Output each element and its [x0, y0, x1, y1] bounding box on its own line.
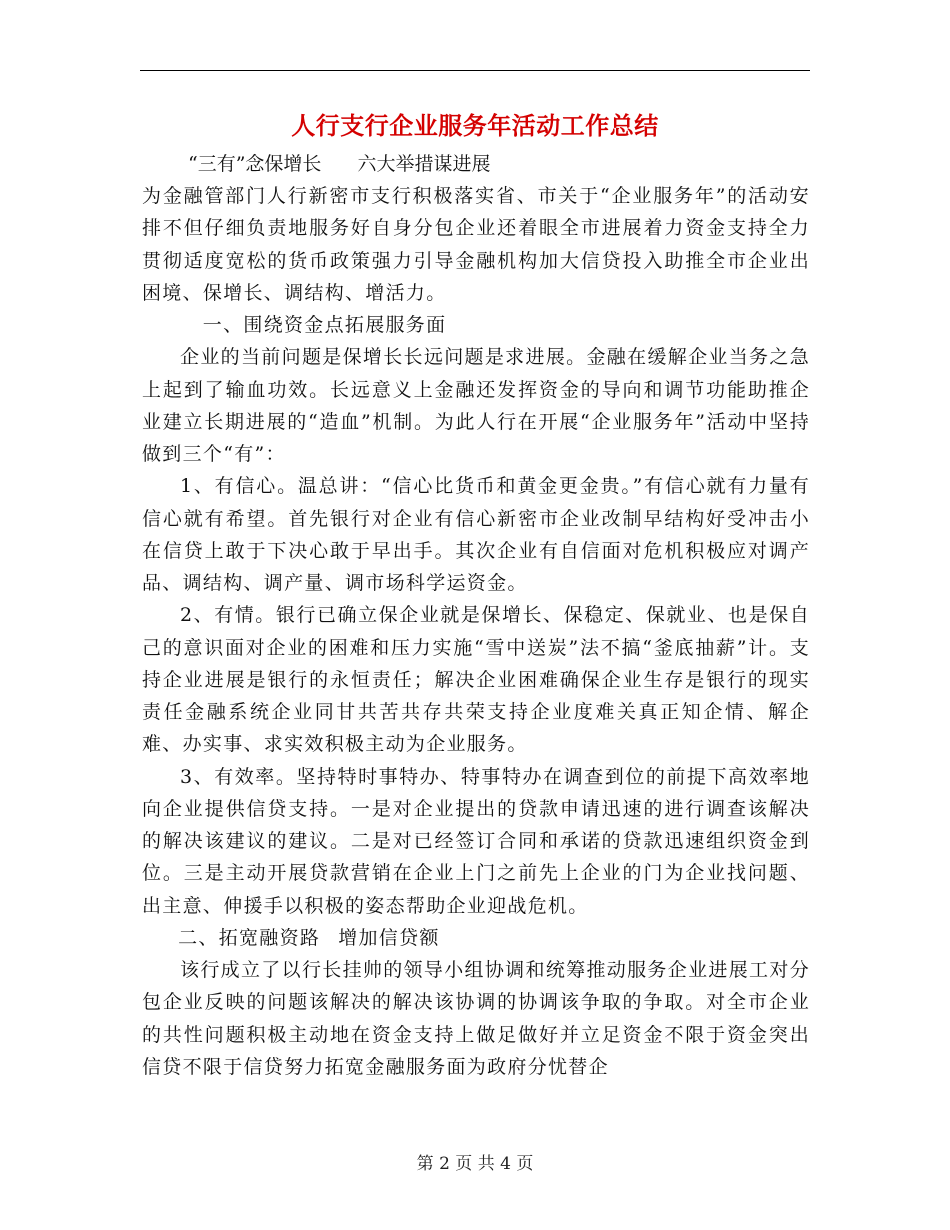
subtitle-left: “三有”念保增长 — [188, 153, 322, 175]
section-heading-1: 一、围绕资金点拓展服务面 — [202, 314, 447, 336]
section-heading-2-right: 增加信贷额 — [338, 926, 440, 949]
document-subtitle — [188, 148, 490, 180]
body-paragraph: 1、有信心。温总讲：“信心比货币和黄金更金贵。”有信心就有力量有信心就有希望。首先银行对企业有信心新密市企业改制早结构好受冲击小在信贷上敢于下决心敢于早出手。其次企业有自信面对危机积极应对调产品、调结构、调产量、调市场科学运资金。 — [142, 475, 810, 594]
section-heading-2 — [142, 922, 810, 954]
body-paragraph: 该行成立了以行长挂帅的领导小组协调和统筹推动服务企业进展工对分包企业反映的问题该解决的解决该协调的协调该争取的争取。对全市企业的共性问题积极主动地在资金支持上做足做好并立足资金不限于资金突出信贷不限于信贷努力拓宽金融服务面为政府分忧替企 — [142, 959, 810, 1078]
intro-paragraph: 为金融管部门人行新密市支行积极落实省、市关于“企业服务年”的活动安排不但仔细负责地服务好自身分包企业还着眼全市进展着力资金支持全力贯彻适度宽松的货币政策强力引导金融机构加大信贷投入助推全市企业出困境、保增长、调结构、增活力。 — [142, 185, 810, 304]
page-number: 第 2 页 共 4 页 — [416, 1154, 534, 1174]
document-title: 人行支行企业服务年活动工作总结 — [291, 111, 659, 140]
body-paragraph: 3、有效率。坚持特时事特办、特事特办在调查到位的前提下高效率地向企业提供信贷支持。一是对企业提出的贷款申请迅速的进行调查该解决的解决该建议的建议。二是对已经签订合同和承诺的贷款迅速组织资金到位。三是主动开展贷款营销在企业上门之前先上企业的门为企业找问题、出主意、伸援手以积极的姿态帮助企业迎战危机。 — [142, 765, 810, 917]
header-rule — [140, 70, 810, 71]
subtitle-right: 六大举措谋进展 — [357, 153, 491, 175]
section-heading-2-left: 二、拓宽融资路 — [178, 926, 321, 949]
document-body — [142, 180, 810, 1083]
body-paragraph: 企业的当前问题是保增长长远问题是求进展。金融在缓解企业当务之急上起到了输血功效。长远意义上金融还发挥资金的导向和调节功能助推企业建立长期进展的“造血”机制。为此人行在开展“企业服务年”活动中坚持做到三个“有”： — [142, 346, 810, 465]
body-paragraph: 2、有情。银行已确立保企业就是保增长、保稳定、保就业、也是保自己的意识面对企业的困难和压力实施“雪中送炭”法不搞“釜底抽薪”计。支持企业进展是银行的永恒责任；解决企业困难确保企业生存是银行的现实责任金融系统企业同甘共苦共存共荣支持企业度难关真正知企情、解企难、办实事、求实效积极主动为企业服务。 — [142, 604, 810, 756]
